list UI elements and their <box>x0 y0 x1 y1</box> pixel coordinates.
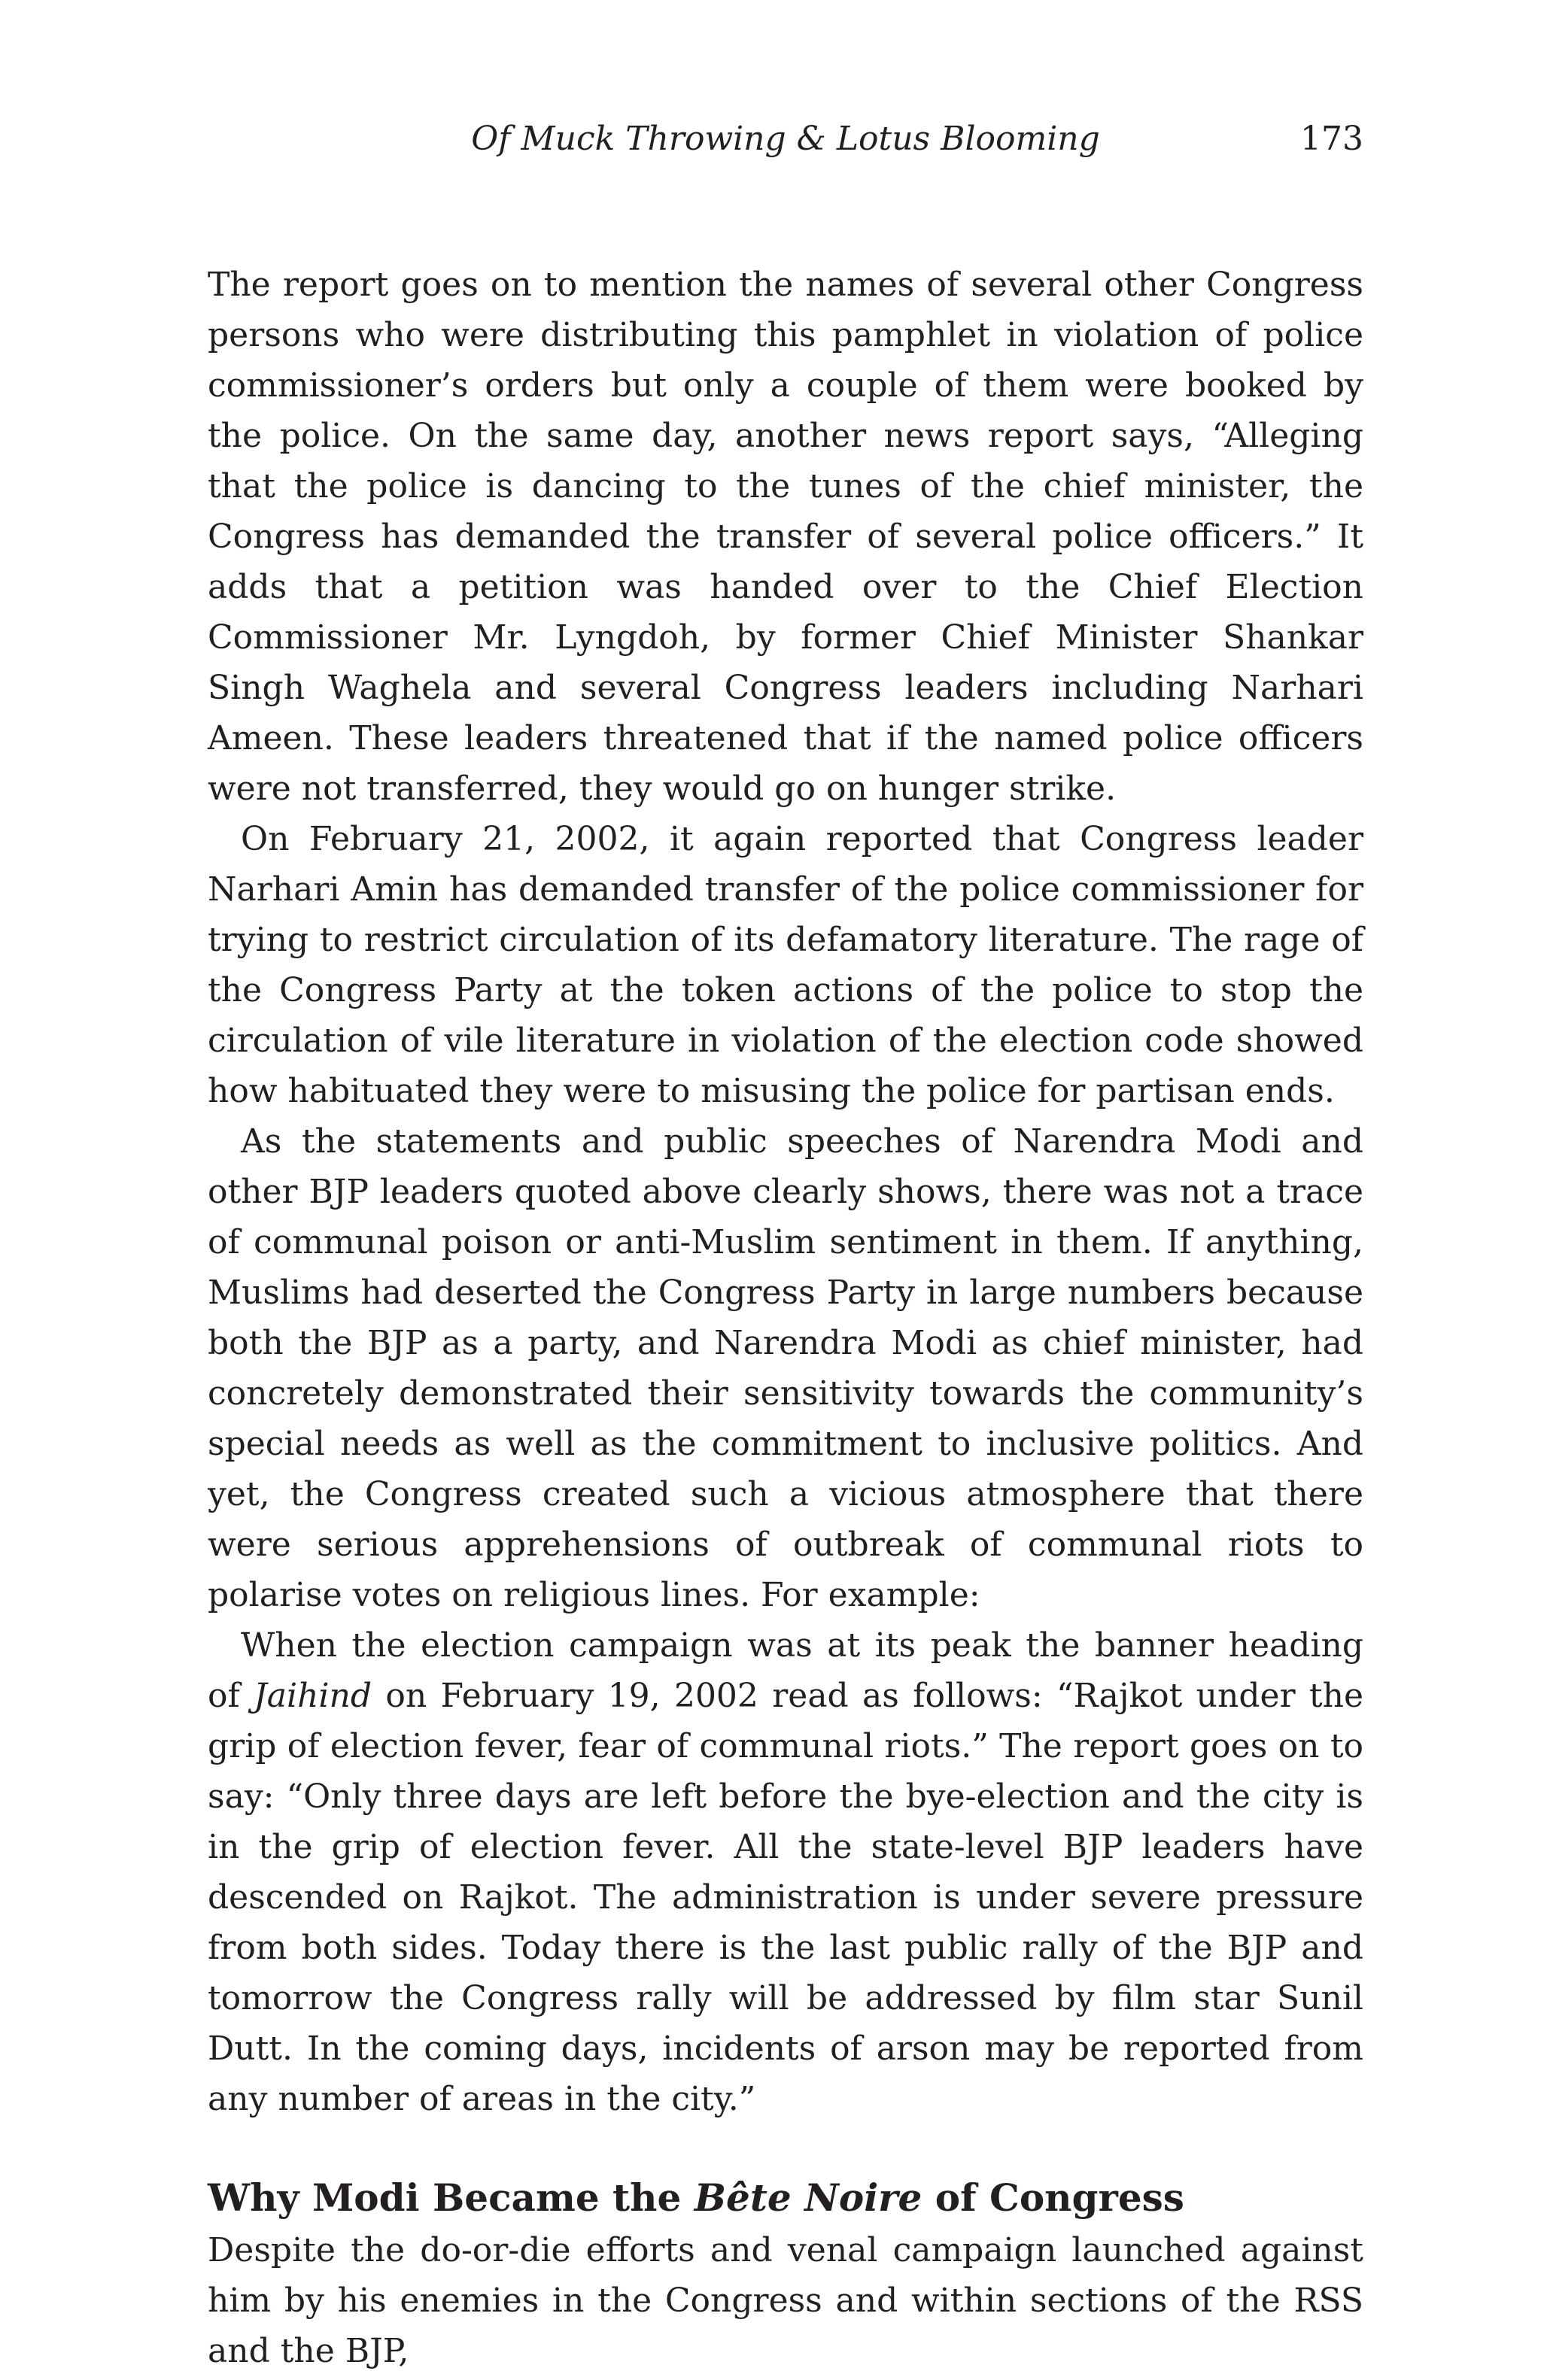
paragraph-3: As the statements and public speeches of Narendra Modi and other BJP leaders quoted above clearly shows, there was not a trace of communal poison or anti-Muslim sentiment in them. If anything, Muslims had deserted the Congress Party in large numbers because both the BJP as a party, and Narendra Modi as chief minister, had concretely demonstrated their sensitivity towards the community’s special needs as well as the commitment to inclusive politics. And yet, the Congress created such a vicious atmosphere that there were serious apprehensions of outbreak of communal riots to polarise votes on religious lines. For example: <box>208 1122 1363 1614</box>
running-title: Of Muck Throwing & Lotus Blooming <box>471 120 1100 158</box>
section-heading <box>208 2171 1363 2225</box>
section-heading-start: Why Modi Became the <box>208 2175 682 2220</box>
newspaper-title: Jaihind <box>254 1677 372 1715</box>
paragraph-4-rest: on February 19, 2002 read as follows: “Rajkot under the grip of election fever, fear of communal riots.” The report goes on to say: “Only three days are left before the bye-election and the city is in the grip of election fever. All the state-level BJP leaders have descended on Rajkot. The administration is under severe pressure from both sides. Today there is the last public rally of the BJP and tomorrow the Congress rally will be addressed by film star Sunil Dutt. In the coming days, incidents of arson may be reported from any number of areas in the city.” <box>208 1677 1363 2118</box>
running-header <box>208 113 1363 165</box>
section-heading-end: of Congress <box>935 2175 1184 2220</box>
body-text <box>208 260 1363 2376</box>
section-heading-italic: Bête Noire <box>694 2175 922 2220</box>
paragraph-1: The report goes on to mention the names of several other Congress persons who were distributing this pamphlet in violation of police commissioner’s orders but only a couple of them were booked by the police. On the same day, another news report says, “Alleging that the police is dancing to the tunes of the chief minister, the Congress has demanded the transfer of several police officers.” It adds that a petition was handed over to the Chief Election Commissioner Mr. Lyngdoh, by former Chief Minister Shankar Singh Waghela and several Congress leaders including Narhari Ameen. These leaders threatened that if the named police officers were not transferred, they would go on hunger strike. <box>208 266 1363 808</box>
page-number: 173 <box>1300 120 1363 158</box>
paragraph-2: On February 21, 2002, it again reported that Congress leader Narhari Amin has demanded transfer of the police commissioner for trying to restrict circulation of its defamatory literature. The rage of the Congress Party at the token actions of the police to stop the circulation of vile literature in violation of the election code showed how habituated they were to misusing the police for partisan ends. <box>208 820 1363 1110</box>
paragraph-5: Despite the do-or-die efforts and venal campaign launched against him by his enemies in the Congress and within sections of the RSS and the BJP, <box>208 2231 1363 2370</box>
paragraph-4-start: When the election campaign was at its peak the banner heading of <box>208 1626 1363 1715</box>
paragraph-4 <box>208 1620 1363 2124</box>
